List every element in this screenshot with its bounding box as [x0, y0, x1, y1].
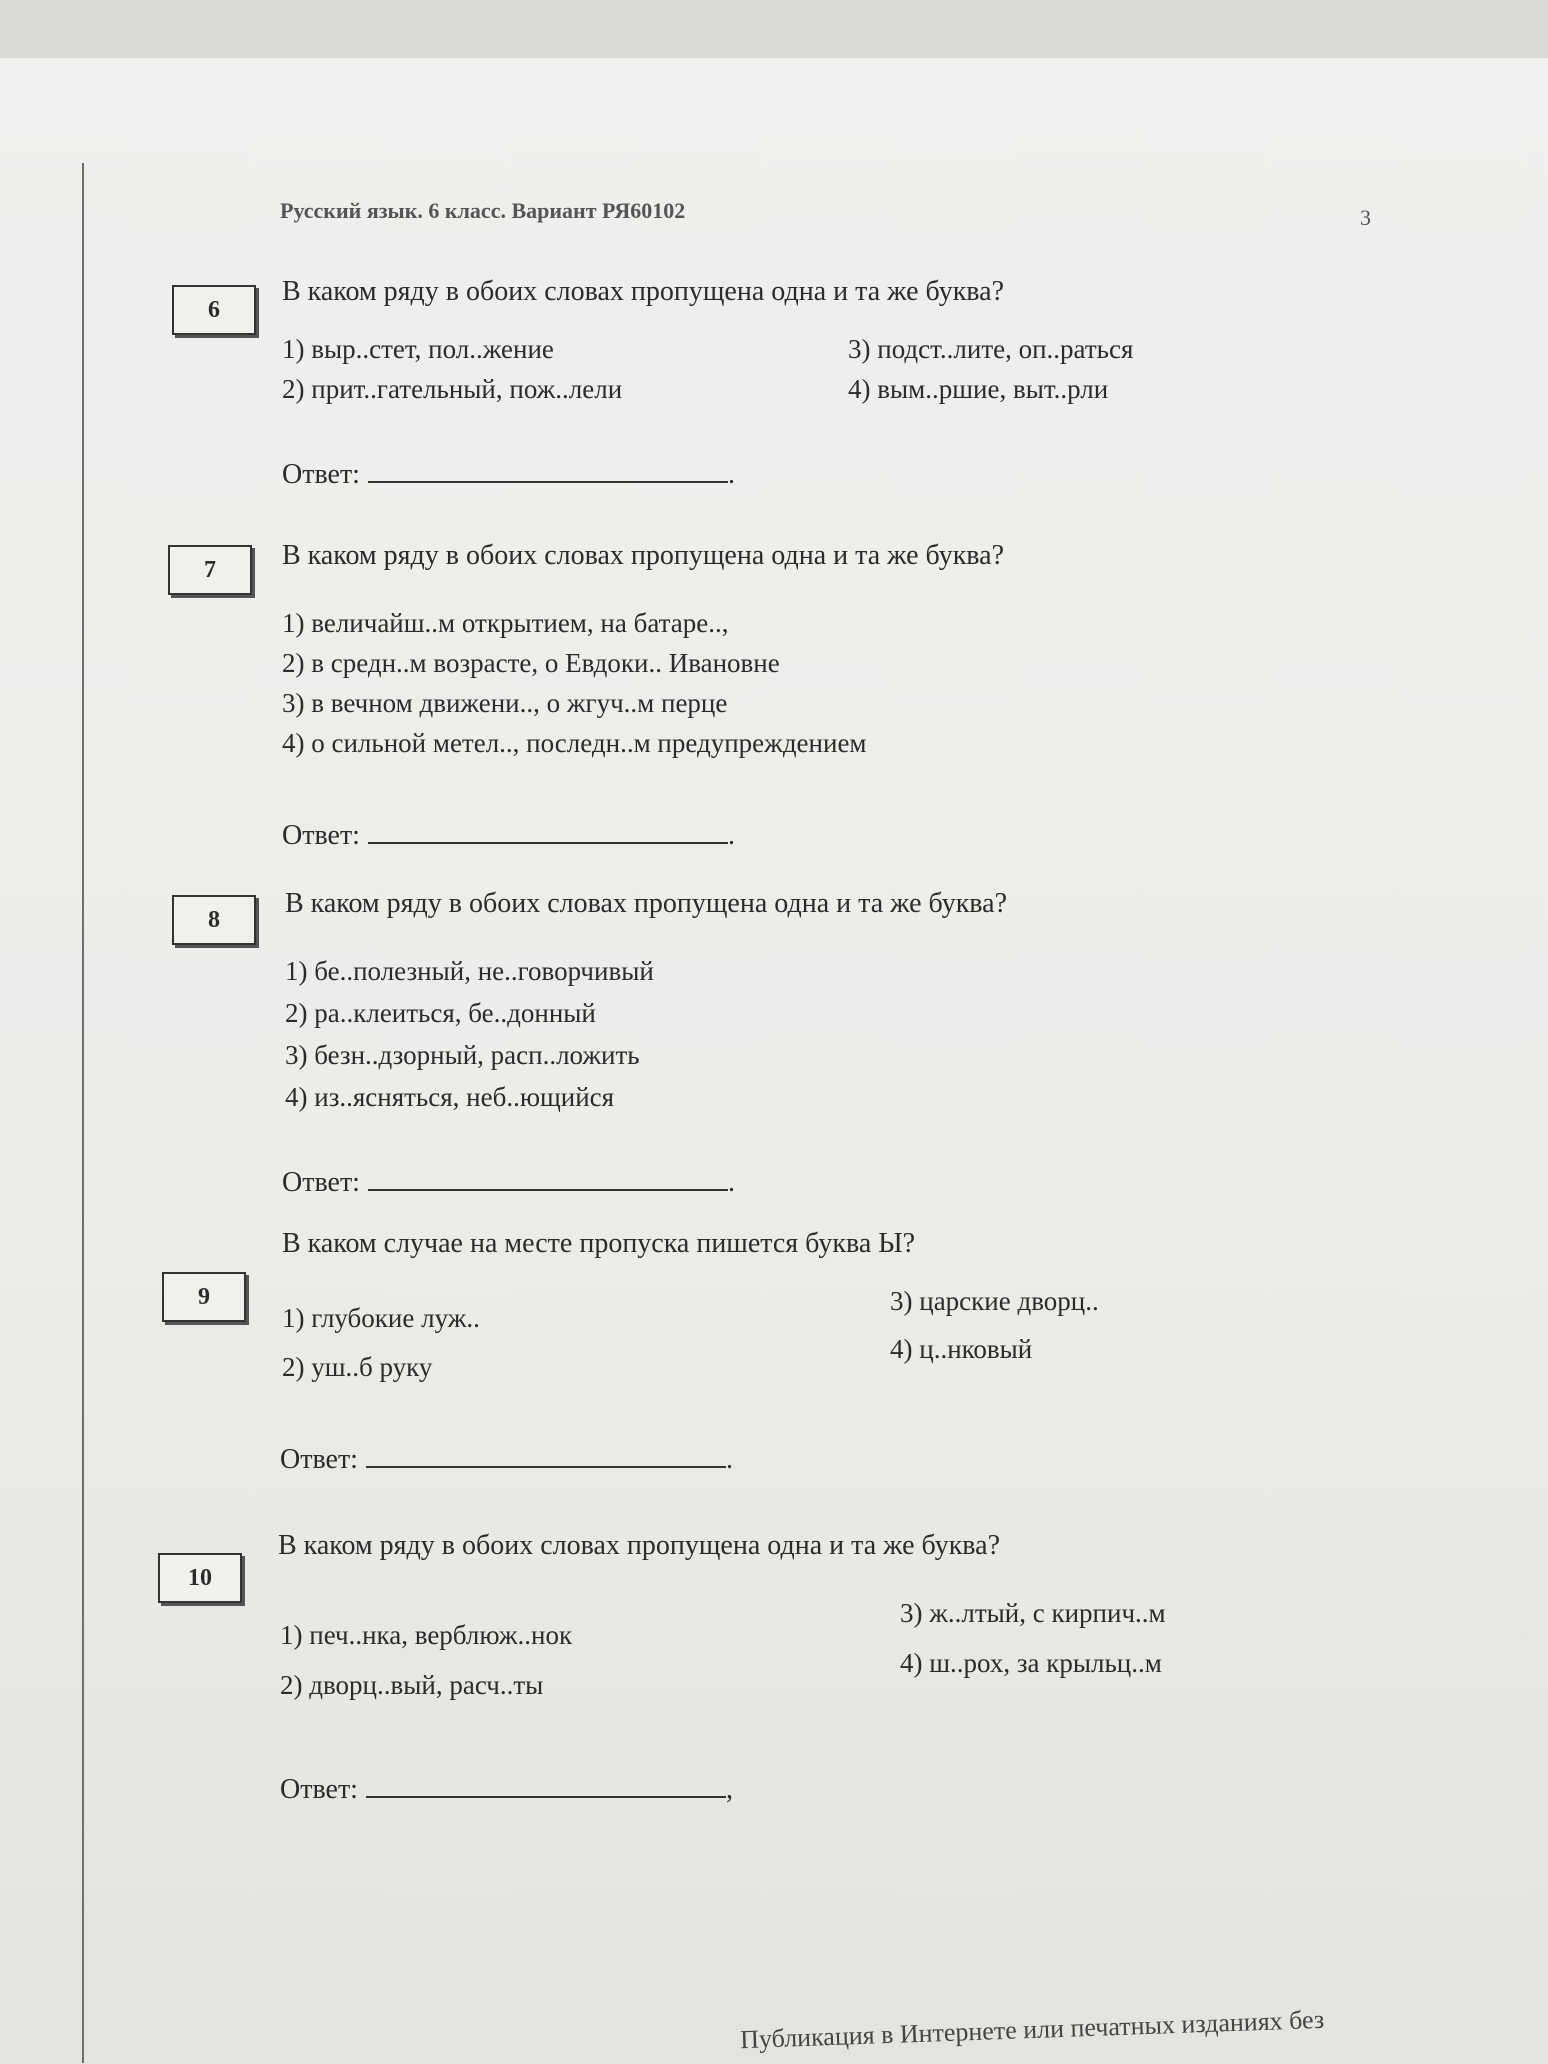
task-option: 3) ж..лтый, с кирпич..м [900, 1598, 1166, 1628]
answer-label: Ответ: [282, 459, 360, 490]
task-option: 1) глубокие луж.. [282, 1303, 480, 1333]
page-number: 3 [1360, 205, 1371, 230]
answer-field[interactable]: Ответ: . [282, 816, 735, 852]
task-option: 3) царские дворц.. [890, 1286, 1099, 1316]
task-question: В каком случае на месте пропуска пишется буква Ы? [282, 1228, 916, 1259]
task-option: 4) ц..нковый [890, 1334, 1033, 1364]
task-option: 4) вым..ршие, выт..рли [848, 374, 1109, 404]
answer-field[interactable]: Ответ: . [282, 1163, 735, 1199]
task-option: 1) выр..стет, пол..жение [282, 334, 554, 364]
answer-line[interactable] [368, 1163, 728, 1191]
task-option: 1) печ..нка, верблюж..нок [280, 1620, 573, 1650]
task-question: В каком ряду в обоих словах пропущена одна и та же буква? [282, 540, 1005, 571]
task-number-box: 10 [158, 1553, 242, 1603]
task-number-box: 6 [172, 285, 256, 335]
task-option: 4) о сильной метел.., последн..м предупреждением [282, 728, 867, 758]
task-question: В каком ряду в обоих словах пропущена одна и та же буква? [282, 276, 1005, 307]
margin-line [82, 163, 84, 2063]
task-option: 2) в средн..м возрасте, о Евдоки.. Ивановне [282, 648, 780, 678]
task-option: 3) безн..дзорный, расп..ложить [285, 1040, 640, 1070]
page-header: Русский язык. 6 класс. Вариант РЯ60102 [280, 198, 686, 223]
task-option: 2) уш..б руку [282, 1352, 433, 1382]
task-option: 2) прит..гательный, пож..лели [282, 374, 623, 404]
answer-line[interactable] [368, 816, 728, 844]
answer-label: Ответ: [280, 1774, 358, 1805]
task-question: В каком ряду в обоих словах пропущена одна и та же буква? [285, 888, 1008, 919]
answer-label: Ответ: [282, 1167, 360, 1198]
footer-text: Публикация в Интернете или печатных изданиях без [739, 2004, 1325, 2055]
answer-line[interactable] [366, 1770, 726, 1798]
answer-line[interactable] [366, 1440, 726, 1468]
task-number-box: 7 [168, 545, 252, 595]
task-question: В каком ряду в обоих словах пропущена одна и та же буква? [278, 1530, 1001, 1561]
task-option: 3) подст..лите, оп..раться [848, 334, 1134, 364]
task-option: 1) бе..полезный, не..говорчивый [285, 956, 654, 986]
answer-line[interactable] [368, 455, 728, 483]
worksheet-page [0, 58, 1548, 2064]
task-option: 1) величайш..м открытием, на батаре.., [282, 608, 729, 638]
answer-label: Ответ: [282, 820, 360, 851]
task-number-box: 8 [172, 895, 256, 945]
task-option: 3) в вечном движени.., о жгуч..м перце [282, 688, 728, 718]
task-option: 4) из..ясняться, неб..ющийся [285, 1082, 615, 1112]
task-option: 2) ра..клеиться, бе..донный [285, 998, 596, 1028]
answer-label: Ответ: [280, 1444, 358, 1475]
answer-field[interactable]: Ответ: . [280, 1440, 733, 1476]
task-option: 2) дворц..вый, расч..ты [280, 1670, 544, 1700]
answer-field[interactable]: Ответ: . [282, 455, 735, 491]
task-number-box: 9 [162, 1272, 246, 1322]
answer-field[interactable]: Ответ: , [280, 1770, 733, 1806]
task-option: 4) ш..рох, за крыльц..м [900, 1648, 1162, 1678]
